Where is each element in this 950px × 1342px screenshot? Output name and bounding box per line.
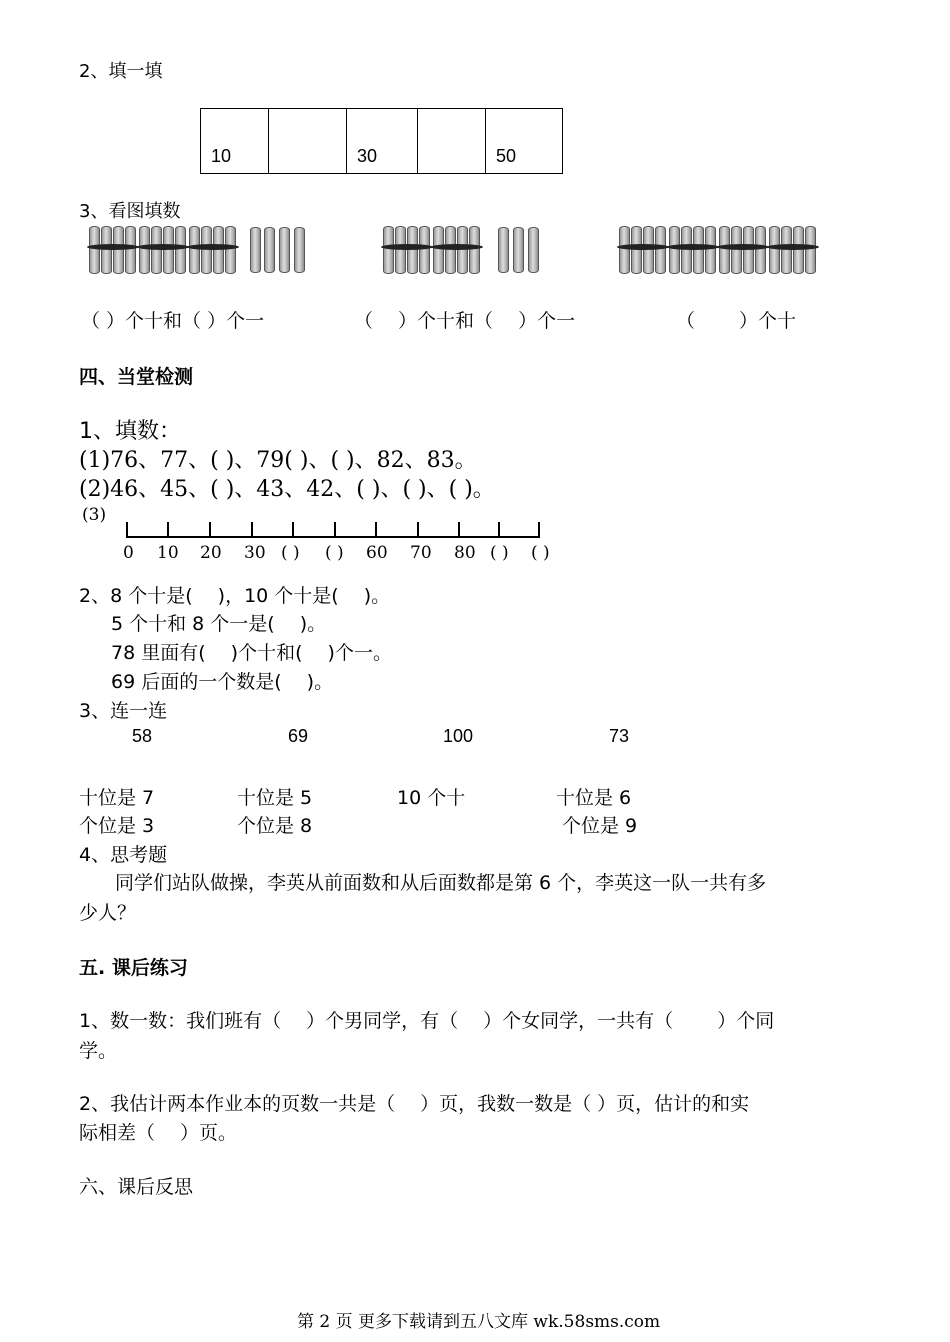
single-stick <box>264 227 275 273</box>
question-text: 少人？ <box>79 902 137 924</box>
question-title: 4、思考题 <box>79 844 168 866</box>
connect-number[interactable]: 73 <box>609 726 630 746</box>
section-title: 五. 课后练习 <box>79 957 188 979</box>
number-line-tick <box>251 522 253 536</box>
section-title: 六、课后反思 <box>79 1176 194 1198</box>
number-line-blank[interactable]: ( ) <box>531 543 550 563</box>
answer-blank[interactable]: （ ）个十和（ ）个一 <box>81 310 265 332</box>
table-cell[interactable]: 10 <box>201 109 269 174</box>
connect-number[interactable]: 69 <box>288 726 309 746</box>
fill-line[interactable]: 69 后面的一个数是( )。 <box>111 671 334 693</box>
question-title: 1、填数： <box>79 419 181 444</box>
connect-number[interactable]: 100 <box>443 726 474 746</box>
stick-bundle <box>383 224 431 276</box>
single-stick <box>279 227 290 273</box>
stick-bundle <box>719 224 767 276</box>
connect-option[interactable]: 个位是 9 <box>562 815 638 837</box>
question-title: 3、连一连 <box>79 700 168 722</box>
fill-line[interactable]: (1)76、77、( )、79( )、( )、82、83。 <box>79 448 477 473</box>
table-cell[interactable]: 30 <box>347 109 418 174</box>
number-line-tick <box>292 522 294 536</box>
number-line-blank[interactable]: ( ) <box>325 543 344 563</box>
fill-line[interactable]: (2)46、45、( )、43、42、( )、( )、( )。 <box>79 477 495 502</box>
stick-bundle <box>139 224 187 276</box>
stick-bundle <box>189 224 237 276</box>
fill-line[interactable]: 2、8 个十是( )，10 个十是( )。 <box>79 585 391 607</box>
single-stick <box>294 227 305 273</box>
connect-option[interactable]: 十位是 7 <box>79 787 155 809</box>
stick-bundle <box>89 224 137 276</box>
question-title: 2、填一填 <box>79 61 163 82</box>
number-line-tick <box>334 522 336 536</box>
page-footer: 第 2 页 更多下载请到五八文库 wk.58sms.com <box>297 1312 661 1332</box>
stick-bundle <box>769 224 817 276</box>
table-cell[interactable] <box>269 109 347 174</box>
stick-bundle <box>619 224 667 276</box>
table-cell[interactable]: 50 <box>486 109 563 174</box>
section-title: 四、当堂检测 <box>79 366 194 388</box>
number-line-label: 0 <box>123 543 134 563</box>
fill-line[interactable]: 78 里面有( )个十和( )个一。 <box>111 642 392 664</box>
number-line-tick <box>375 522 377 536</box>
question-title: 3、看图填数 <box>79 201 181 222</box>
fill-line: 学。 <box>79 1040 118 1062</box>
connect-option[interactable]: 十位是 5 <box>237 787 313 809</box>
question-label: (3) <box>82 505 107 525</box>
number-line-tick <box>209 522 211 536</box>
number-line-blank[interactable]: ( ) <box>490 543 509 563</box>
fill-line[interactable]: 5 个十和 8 个一是( )。 <box>111 613 327 635</box>
number-line <box>126 536 540 538</box>
number-line-label: 30 <box>244 543 266 563</box>
number-line-tick <box>458 522 460 536</box>
number-line-label: 20 <box>200 543 222 563</box>
connect-option[interactable]: 个位是 3 <box>79 815 155 837</box>
number-line-tick <box>167 522 169 536</box>
fill-table <box>200 108 563 174</box>
table-cell[interactable] <box>418 109 486 174</box>
number-line-label: 10 <box>157 543 179 563</box>
number-line-tick <box>417 522 419 536</box>
single-stick <box>528 227 539 273</box>
connect-option[interactable]: 个位是 8 <box>237 815 313 837</box>
single-stick <box>250 227 261 273</box>
number-line-label: 70 <box>410 543 432 563</box>
connect-number[interactable]: 58 <box>132 726 153 746</box>
number-line-tick <box>538 522 540 536</box>
fill-line[interactable]: 1、数一数：我们班有（ ）个男同学，有（ ）个女同学，一共有（ ）个同 <box>79 1010 775 1032</box>
answer-blank[interactable]: （ ）个十 <box>676 310 797 332</box>
single-stick <box>498 227 509 273</box>
number-line-tick <box>498 522 500 536</box>
stick-bundle <box>669 224 717 276</box>
number-line-label: 80 <box>454 543 476 563</box>
connect-option[interactable]: 10 个十 <box>397 787 466 809</box>
single-stick <box>513 227 524 273</box>
number-line-blank[interactable]: ( ) <box>281 543 300 563</box>
number-line-tick <box>126 522 128 536</box>
answer-blank[interactable]: （ ）个十和（ ）个一 <box>354 310 576 332</box>
fill-line[interactable]: 2、我估计两本作业本的页数一共是（ ）页，我数一数是（ ）页，估计的和实 <box>79 1093 750 1115</box>
connect-option[interactable]: 十位是 6 <box>556 787 632 809</box>
question-text: 同学们站队做操，李英从前面数和从后面数都是第 6 个，李英这一队一共有多 <box>115 872 767 894</box>
fill-line[interactable]: 际相差（ ）页。 <box>79 1122 238 1144</box>
number-line-label: 60 <box>366 543 388 563</box>
stick-bundle <box>433 224 481 276</box>
